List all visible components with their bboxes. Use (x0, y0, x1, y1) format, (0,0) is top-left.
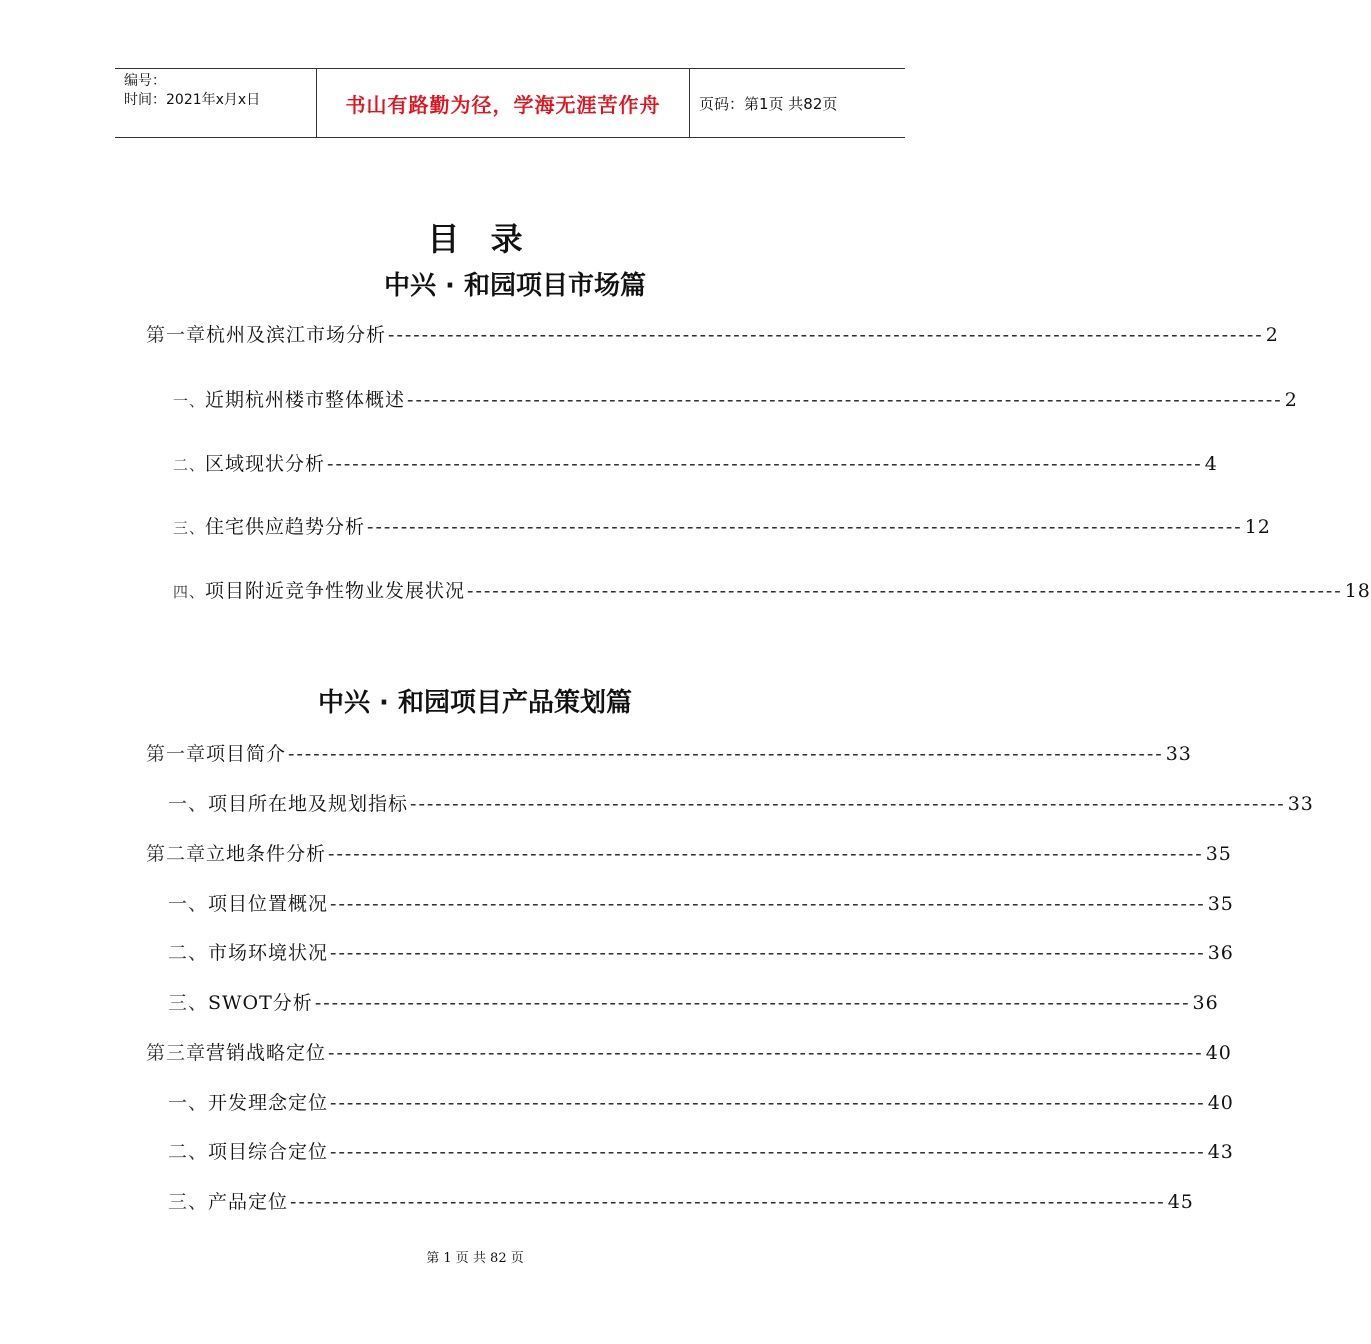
toc-leader: -------------------------------------------------------------------------------------------------------- (330, 942, 1206, 964)
toc-leader: -------------------------------------------------------------------------------------------------------- (367, 516, 1243, 538)
toc-entry-page: 40 (1205, 1042, 1232, 1064)
toc-entry[interactable] (146, 1038, 1232, 1065)
toc-entry-page: 43 (1207, 1141, 1234, 1163)
toc-leader: -------------------------------------------------------------------------------------------------------- (467, 580, 1343, 602)
toc-entry-page: 12 (1244, 516, 1271, 538)
toc-entry-label: 近期杭州楼市整体概述 (205, 389, 406, 411)
toc-entry-number: 一、 (168, 793, 209, 815)
toc-entry-label: 产品定位 (208, 1191, 289, 1213)
toc-entry-label: 项目简介 (206, 743, 287, 765)
toc-entry-label: 项目位置概况 (208, 893, 329, 915)
toc-entry[interactable] (168, 938, 1234, 965)
toc-entry[interactable] (146, 839, 1232, 866)
toc-entry-page: 4 (1204, 453, 1218, 475)
toc-entry[interactable] (146, 320, 1279, 347)
toc-leader: -------------------------------------------------------------------------------------------------------- (327, 453, 1203, 475)
toc-entry[interactable] (173, 576, 1371, 603)
toc-entry-page: 36 (1192, 992, 1219, 1014)
toc-entry[interactable] (168, 789, 1314, 816)
toc-leader: -------------------------------------------------------------------------------------------------------- (407, 389, 1283, 411)
toc-entry[interactable] (168, 1137, 1234, 1164)
toc-entry-label: 区域现状分析 (205, 453, 326, 475)
toc-entry[interactable] (173, 449, 1218, 476)
toc-entry-label: 住宅供应趋势分析 (205, 516, 366, 538)
toc-entry-number: 二、 (168, 1141, 209, 1163)
toc-entry[interactable] (146, 739, 1192, 766)
toc-entry-number: 第一章 (146, 324, 207, 346)
toc-entry-label: 市场环境状况 (208, 942, 329, 964)
toc-entry-number: 二、 (168, 942, 209, 964)
section1-title: 中兴 · 和园项目市场篇 (384, 271, 646, 301)
toc-entry-page: 2 (1265, 324, 1279, 346)
header-meta (115, 69, 316, 137)
toc-entry-label: 项目综合定位 (208, 1141, 329, 1163)
page-footer: 第 1 页 共 82 页 (426, 1251, 524, 1266)
toc-entry[interactable] (173, 512, 1271, 539)
toc-leader: -------------------------------------------------------------------------------------------------------- (288, 743, 1164, 765)
header-motto-cell (316, 69, 690, 137)
toc-title: 目 录 (427, 220, 533, 258)
toc-leader: -------------------------------------------------------------------------------------------------------- (330, 1141, 1206, 1163)
toc-entry[interactable] (168, 889, 1234, 916)
toc-entry-page: 18 (1344, 580, 1371, 602)
toc-entry-label: 开发理念定位 (208, 1092, 329, 1114)
toc-entry-number: 第三章 (146, 1042, 207, 1064)
toc-entry-label: 项目所在地及规划指标 (208, 793, 409, 815)
toc-entry[interactable] (168, 1187, 1194, 1214)
toc-entry-page: 36 (1207, 942, 1234, 964)
toc-leader: -------------------------------------------------------------------------------------------------------- (328, 1042, 1204, 1064)
toc-entry-page: 45 (1167, 1191, 1194, 1213)
toc-leader: -------------------------------------------------------------------------------------------------------- (388, 324, 1264, 346)
toc-entry-label: 项目附近竞争性物业发展状况 (205, 580, 466, 602)
serial-label: 编号： (124, 73, 166, 89)
toc-entry-label: 营销战略定位 (206, 1042, 327, 1064)
toc-entry-page: 35 (1205, 843, 1232, 865)
toc-entry-page: 33 (1165, 743, 1192, 765)
toc-entry-number: 一、 (168, 893, 209, 915)
toc-entry-page: 40 (1207, 1092, 1234, 1114)
toc-entry[interactable] (168, 1088, 1234, 1115)
toc-entry-number: 四、 (173, 583, 206, 601)
time-label: 时间：2021年x月x日 (124, 92, 261, 108)
page-label: 页码：第1页 共82页 (699, 94, 838, 113)
toc-entry[interactable] (168, 988, 1219, 1015)
toc-entry-number: 第二章 (146, 843, 207, 865)
toc-leader: -------------------------------------------------------------------------------------------------------- (330, 893, 1206, 915)
toc-entry-label: 杭州及滨江市场分析 (206, 324, 387, 346)
toc-entry-label: SWOT分析 (208, 992, 313, 1014)
toc-entry-number: 一、 (173, 392, 206, 410)
toc-entry-number: 二、 (173, 456, 206, 474)
toc-entry-number: 第一章 (146, 743, 207, 765)
toc-leader: -------------------------------------------------------------------------------------------------------- (330, 1092, 1206, 1114)
toc-entry-number: 一、 (168, 1092, 209, 1114)
toc-entry-number: 三、 (173, 519, 206, 537)
toc-leader: -------------------------------------------------------------------------------------------------------- (410, 793, 1286, 815)
toc-entry-label: 立地条件分析 (206, 843, 327, 865)
toc-leader: -------------------------------------------------------------------------------------------------------- (290, 1191, 1166, 1213)
toc-entry-number: 三、 (168, 992, 209, 1014)
toc-entry-page: 35 (1207, 893, 1234, 915)
page-header (115, 68, 905, 138)
toc-entry-number: 三、 (168, 1191, 209, 1213)
toc-leader: -------------------------------------------------------------------------------------------------------- (314, 992, 1191, 1014)
header-page-cell (690, 69, 905, 137)
motto-text: 书山有路勤为径，学海无涯苦作舟 (345, 92, 661, 117)
toc-entry-page: 2 (1284, 389, 1298, 411)
toc-leader: -------------------------------------------------------------------------------------------------------- (328, 843, 1204, 865)
toc-entry-page: 33 (1287, 793, 1314, 815)
toc-entry[interactable] (173, 385, 1298, 412)
section2-title: 中兴 · 和园项目产品策划篇 (318, 688, 632, 718)
